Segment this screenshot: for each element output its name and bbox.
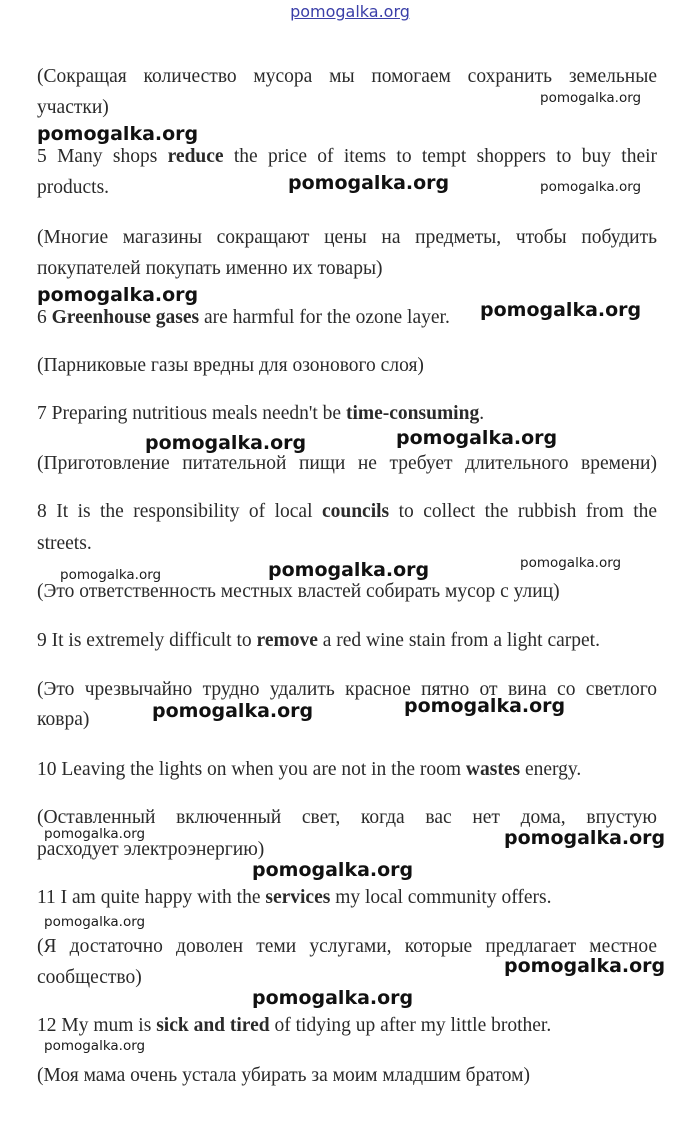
sentence-5: 5 Many shops reduce the price of items to tempt shoppers to buy their (37, 146, 658, 167)
item-number: 10 (37, 759, 57, 780)
sentence-10: 10 Leaving the lights on when you are not in the room wastes energy. (37, 759, 582, 780)
watermark: pomogalka.org (540, 90, 642, 106)
sentence-11: 11 I am quite happy with the services my local community offers. (37, 887, 552, 908)
keyword: time-consuming (345, 403, 480, 424)
translation-line: покупателей покупать именно их товары) (37, 258, 383, 279)
sentence-7: 7 Preparing nutritious meals needn't be time-consuming. (37, 403, 485, 424)
translation-line: сообщество) (37, 967, 142, 988)
translation-line: (Многие магазины сокращают цены на предметы, чтобы побудить (37, 227, 657, 248)
translation-line: (Приготовление питательной пищи не требует длительного времени) (37, 453, 657, 474)
translation-line: (Оставленный включенный свет, когда вас нет дома, впустую (37, 807, 657, 828)
watermark: pomogalka.org (404, 695, 566, 717)
watermark: pomogalka.org (37, 284, 199, 306)
watermark: pomogalka.org (44, 826, 146, 842)
watermark: pomogalka.org (504, 827, 666, 849)
translation-line: (Это ответственность местных властей собирать мусор с улиц) (37, 581, 560, 602)
watermark: pomogalka.org (252, 859, 414, 881)
translation-line: (Парниковые газы вредны для озонового слоя) (37, 355, 424, 376)
watermark: pomogalka.org (268, 559, 430, 581)
sentence-9: 9 It is extremely difficult to remove a red wine stain from a light carpet. (37, 630, 600, 651)
translation-line: (Я достаточно доволен теми услугами, которые предлагает местное (37, 936, 657, 957)
translation-line: (Это чрезвычайно трудно удалить красное пятно от вина со светлого (37, 679, 657, 700)
translation-line: участки) (37, 97, 109, 118)
watermark: pomogalka.org (252, 987, 414, 1009)
watermark: pomogalka.org (288, 172, 450, 194)
item-number: 6 (37, 307, 47, 328)
watermark: pomogalka.org (152, 700, 314, 722)
watermark: pomogalka.org (37, 123, 199, 145)
keyword: councils (321, 501, 390, 522)
watermark: pomogalka.org (60, 567, 162, 583)
watermark: pomogalka.org (520, 555, 622, 571)
watermark: pomogalka.org (480, 299, 642, 321)
item-number: 9 (37, 630, 47, 651)
sentence-8: 8 It is the responsibility of local councils to collect the rubbish from the (37, 501, 658, 522)
watermark: pomogalka.org (504, 955, 666, 977)
sentence-continuation: streets. (37, 533, 92, 554)
header-watermark[interactable]: pomogalka.org (290, 2, 410, 21)
translation-line: (Моя мама очень устала убирать за моим младшим братом) (37, 1065, 530, 1086)
keyword: reduce (167, 146, 224, 167)
item-number: 12 (37, 1015, 57, 1036)
keyword: remove (256, 630, 318, 651)
sentence-continuation: products. (37, 177, 110, 198)
translation-line: расходует электроэнергию) (37, 839, 265, 860)
keyword: sick and tired (156, 1015, 270, 1036)
watermark: pomogalka.org (396, 427, 558, 449)
item-number: 8 (37, 501, 47, 522)
translation-line: (Сокращая количество мусора мы помогаем сохранить земельные (37, 66, 657, 87)
keyword: Greenhouse gases (51, 307, 200, 328)
item-number: 5 (37, 146, 47, 167)
watermark: pomogalka.org (44, 1038, 146, 1054)
item-number: 7 (37, 403, 47, 424)
watermark: pomogalka.org (145, 432, 307, 454)
translation-line: ковра) (37, 709, 90, 730)
keyword: wastes (465, 759, 521, 780)
keyword: services (265, 887, 331, 908)
watermark: pomogalka.org (540, 179, 642, 195)
sentence-6: 6 Greenhouse gases are harmful for the ozone layer. (37, 307, 450, 328)
watermark: pomogalka.org (44, 914, 146, 930)
item-number: 11 (37, 887, 56, 908)
sentence-12: 12 My mum is sick and tired of tidying up after my little brother. (37, 1015, 552, 1036)
